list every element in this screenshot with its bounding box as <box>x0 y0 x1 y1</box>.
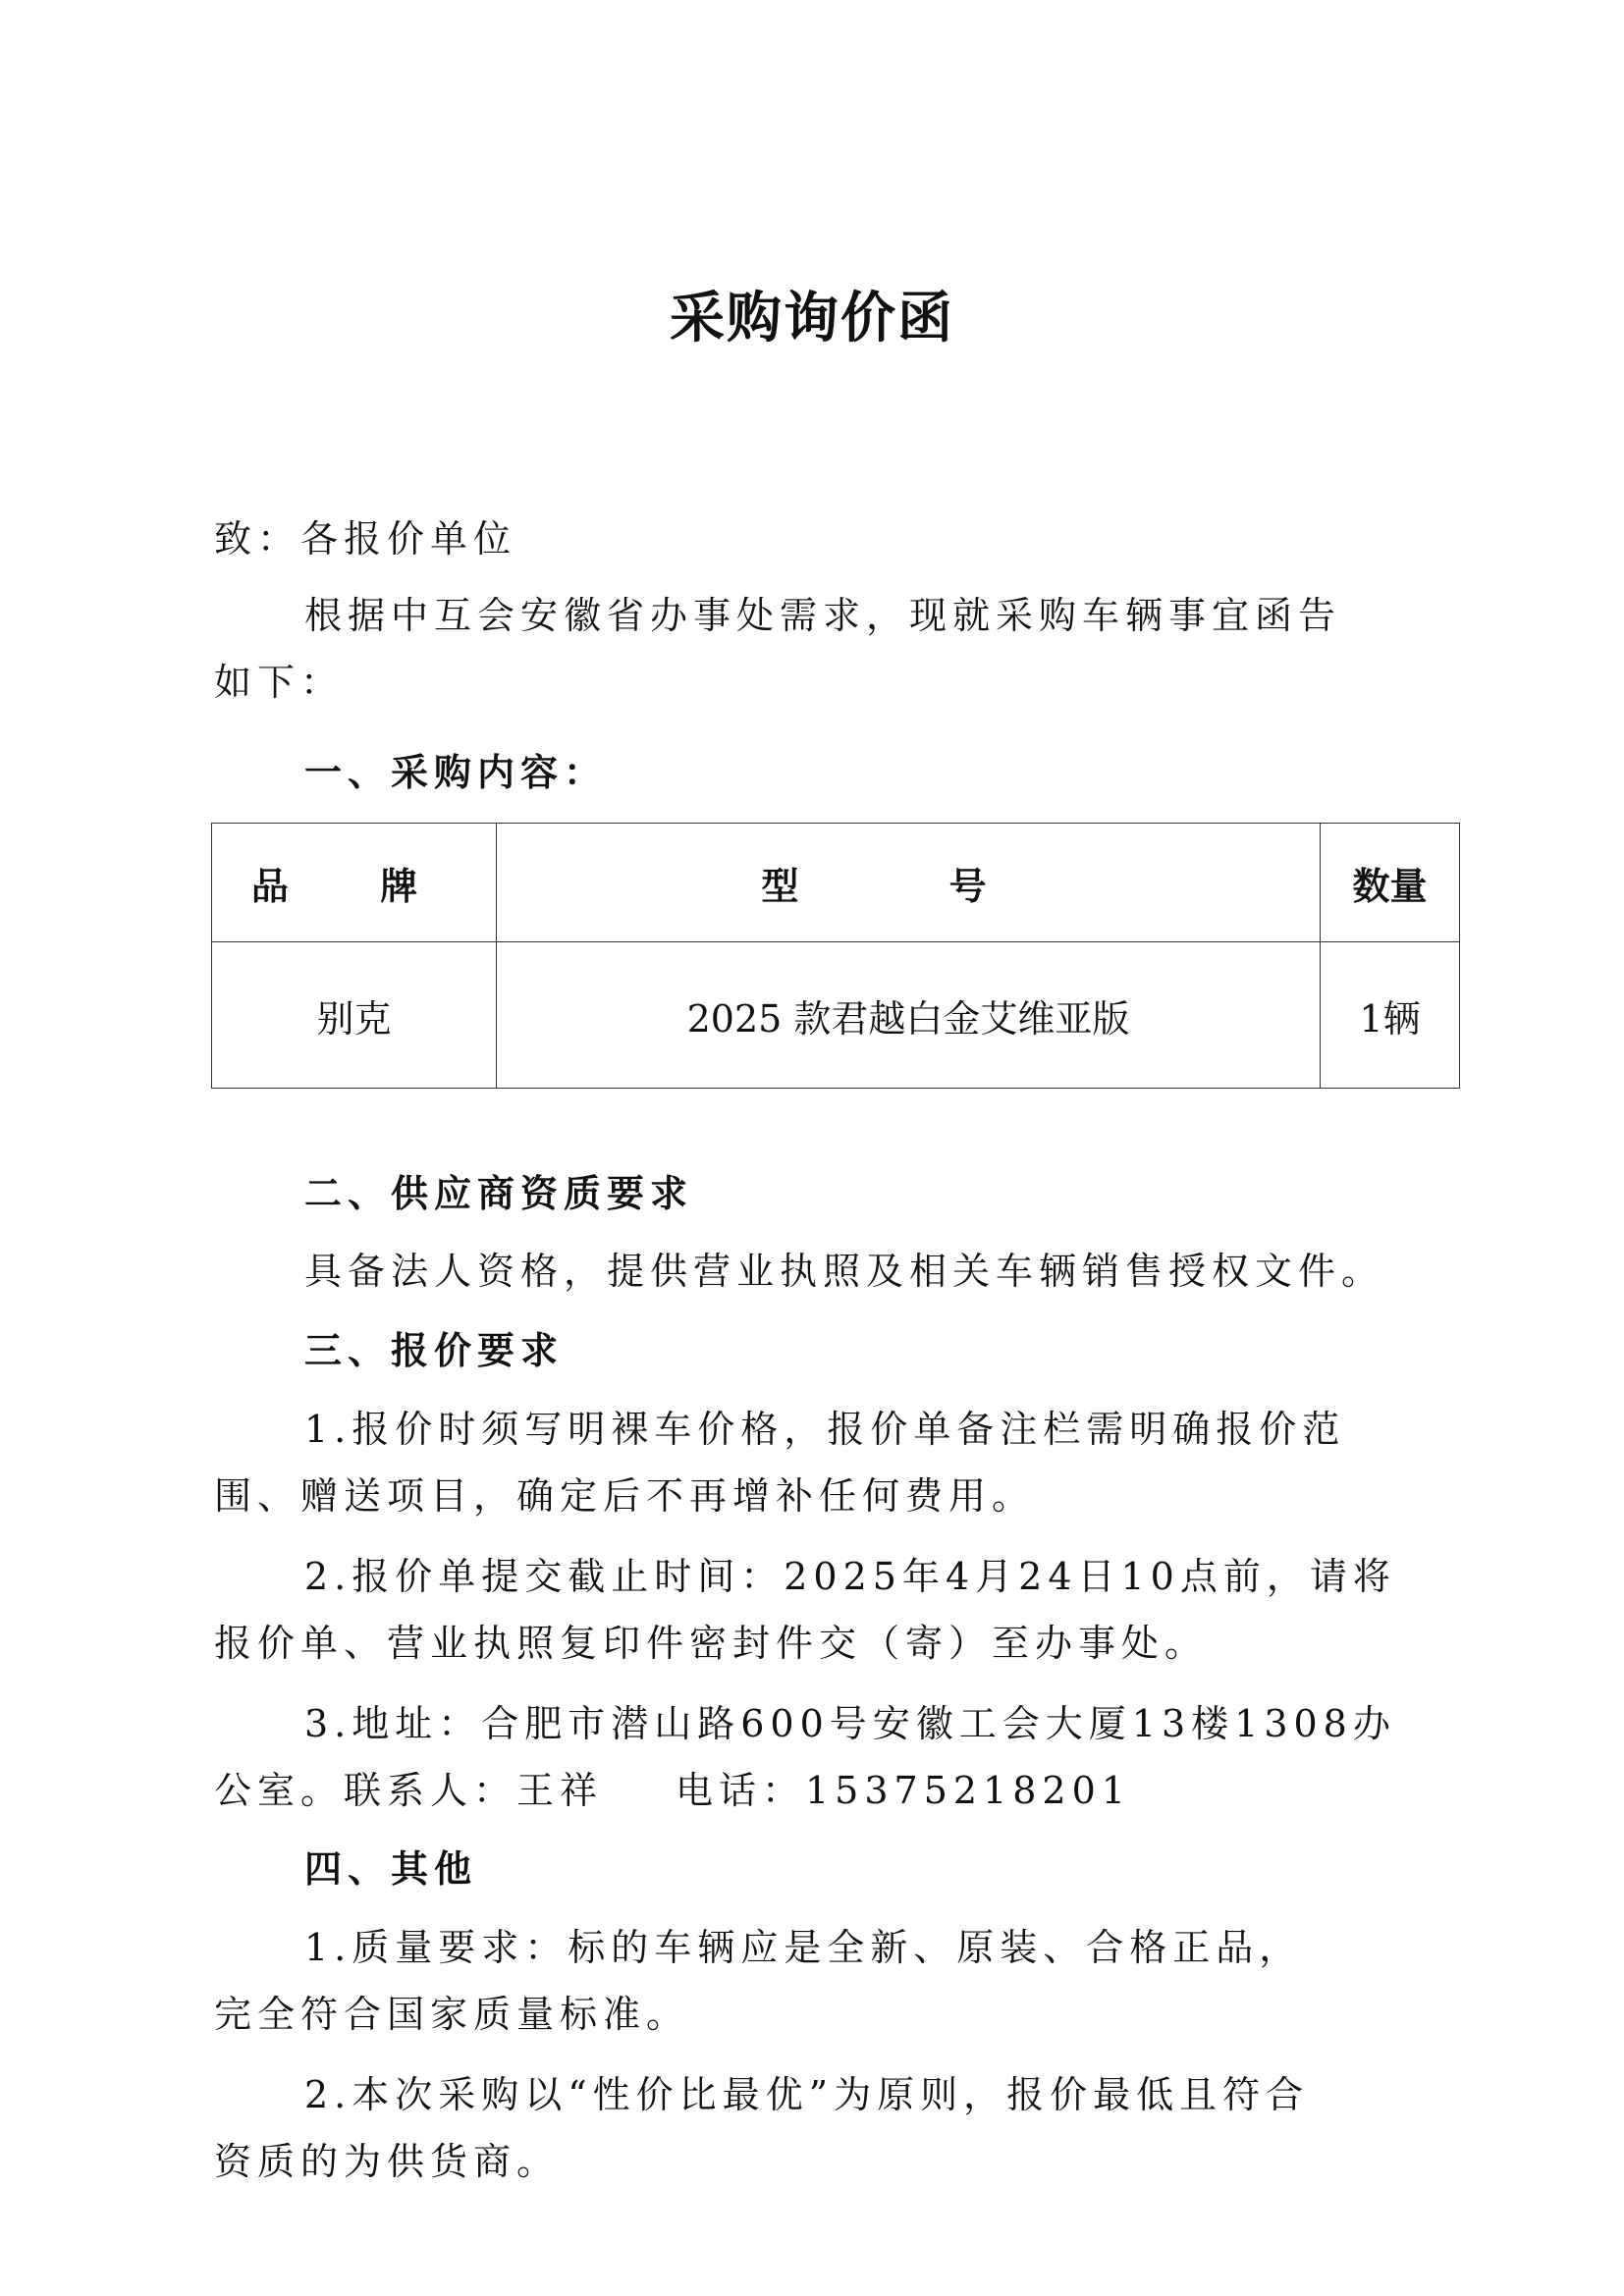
table-header-quantity: 数量 <box>1321 824 1460 942</box>
page-title: 采购询价函 <box>670 287 954 350</box>
contact-person: 公室。联系人：王祥 <box>214 1769 604 1812</box>
section-2-heading: 二、供应商资质要求 <box>304 1172 694 1215</box>
table-header-row <box>212 824 1460 942</box>
contact-phone: 电话：15375218201 <box>676 1769 1131 1812</box>
section-2-body: 具备法人资格，提供营业执照及相关车辆销售授权文件。 <box>304 1250 1385 1293</box>
intro-line-1: 根据中互会安徽省办事处需求，现就采购车辆事宜函告 <box>304 594 1342 637</box>
section-4-item-2-line-1: 2.本次采购以“性价比最优”为原则，报价最低且符合 <box>304 2073 1310 2116</box>
section-3-item-2-line-2: 报价单、营业执照复印件密封件交（寄）至办事处。 <box>214 1622 1209 1665</box>
section-3-item-1-line-1: 1.报价时须写明裸车价格，报价单备注栏需明确报价范 <box>304 1408 1346 1451</box>
section-3-item-2-line-1: 2.报价单提交截止时间：2025年4月24日10点前，请将 <box>304 1555 1396 1598</box>
section-4-item-1-line-2: 完全符合国家质量标准。 <box>214 1993 690 2036</box>
table-header-brand: 品 牌 <box>212 824 497 942</box>
section-3-item-3-line-1: 3.地址：合肥市潜山路600号安徽工会大厦13楼1308办 <box>304 1702 1396 1745</box>
section-3-item-1-line-2: 围、赠送项目，确定后不再增补任何费用。 <box>214 1474 1036 1518</box>
section-1-heading: 一、采购内容： <box>304 751 608 794</box>
table-row <box>212 942 1460 1089</box>
section-4-item-1-line-1: 1.质量要求：标的车辆应是全新、原装、合格正品， <box>304 1926 1303 1969</box>
section-4-heading: 四、其他 <box>304 1847 478 1891</box>
table-cell-model: 2025 款君越白金艾维亚版 <box>497 942 1321 1089</box>
section-3-heading: 三、报价要求 <box>304 1329 565 1372</box>
procurement-table <box>211 823 1460 1089</box>
section-4-item-2-line-2: 资质的为供货商。 <box>214 2140 561 2183</box>
table-cell-brand: 别克 <box>212 942 497 1089</box>
table-header-model: 型 号 <box>497 824 1321 942</box>
table-cell-quantity: 1辆 <box>1321 942 1460 1089</box>
salutation: 致：各报价单位 <box>214 517 517 561</box>
intro-line-2: 如下： <box>214 661 345 704</box>
